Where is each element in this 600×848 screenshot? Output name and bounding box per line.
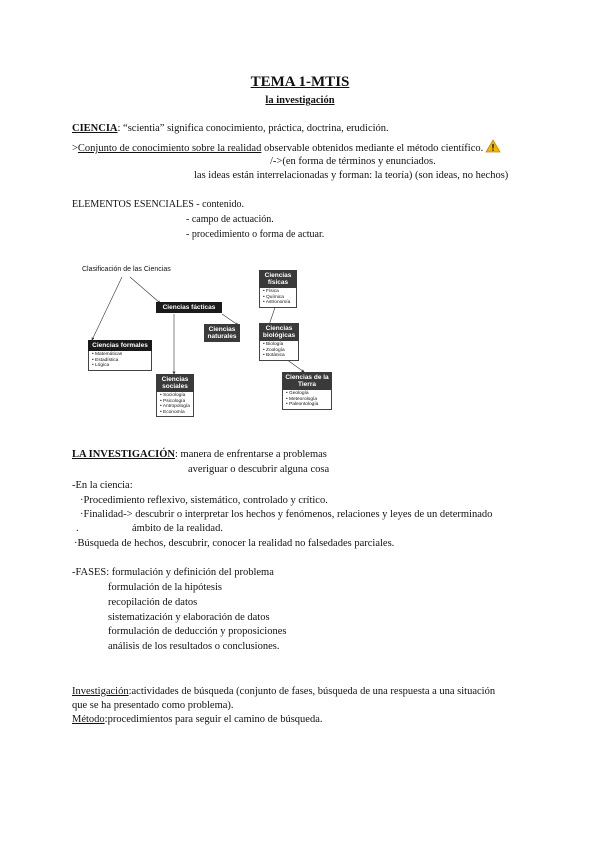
ciencia-label: CIENCIA — [72, 123, 118, 134]
fase-item: formulación de deducción y proposiciones — [108, 626, 287, 637]
metodo-def-line: Método:procedimientos para seguir el camino de búsqueda. — [72, 714, 323, 725]
investigacion-point-cont: ámbito de la realidad. — [132, 523, 223, 534]
investigacion-point: ·Procedimiento reflexivo, sistemático, controlado y crítico. — [80, 495, 328, 506]
page-title: TEMA 1-MTIS — [250, 74, 350, 90]
investigacion-def-line: Investigación:actividades de búsqueda (conjunto de fases, búsqueda de una respuesta a una situación — [72, 686, 496, 697]
fase-item: formulación de la hipótesis — [108, 582, 223, 593]
investigacion-def-line2: que se ha presentado como problema). — [72, 700, 234, 711]
fase-item: recopilación de datos — [108, 597, 198, 608]
investigacion-term: Investigación — [72, 686, 129, 697]
box-facticas: Ciencias fácticas — [156, 302, 222, 313]
elementos-label: ELEMENTOS ESENCIALES - contenido. — [72, 199, 245, 210]
box-fisicas: Ciencias físicas • Física • Química • Astronomía — [259, 270, 297, 308]
investigacion-definition: LA INVESTIGACIÓN: manera de enfrentarse a problemas — [72, 449, 327, 460]
classification-diagram — [82, 262, 342, 422]
fase-item: análisis de los resultados o conclusiones. — [108, 641, 280, 652]
box-tierra: Ciencias de la Tierra • Geología • Meteorología • Paleontología — [282, 372, 332, 410]
investigacion-label: LA INVESTIGACIÓN — [72, 449, 175, 460]
investigacion-point-dot: . — [76, 523, 79, 534]
box-sociales: Ciencias sociales • Sociología • Psicología • Antropología • Economía — [156, 374, 194, 417]
metodo-term: Método — [72, 714, 105, 725]
ciencia-line2: >Conjunto de conocimiento sobre la realidad observable obtenidos mediante el método científico. — [72, 139, 501, 157]
ciencia-definition: CIENCIA: “scientia” significa conocimiento, práctica, doctrina, erudición. — [72, 123, 389, 134]
box-biologicas: Ciencias biológicas • Biología • Zoología • Botánica — [259, 323, 299, 361]
ciencia-line3: /->(en forma de términos y enunciados. — [270, 156, 436, 167]
page-subtitle: la investigación — [265, 95, 335, 106]
diagram-title: Clasificación de las Ciencias — [82, 266, 171, 273]
fases-label: -FASES: formulación y definición del problema — [72, 567, 274, 578]
fase-item: sistematización y elaboración de datos — [108, 612, 270, 623]
elementos-item: - campo de actuación. — [186, 214, 274, 225]
en-ciencia: -En la ciencia: — [72, 480, 133, 491]
elementos-item: - procedimiento o forma de actuar. — [186, 229, 325, 240]
investigacion-def2: averiguar o descubrir alguna cosa — [188, 464, 330, 475]
warning-icon — [485, 139, 501, 157]
investigacion-point: ·Finalidad-> descubrir o interpretar los hechos y fenómenos, relaciones y leyes de un determinado — [80, 509, 493, 520]
ciencia-line4: las ideas están interrelacionadas y forman: la teoría) (son ideas, no hechos) — [194, 170, 509, 181]
investigacion-point: ·Búsqueda de hechos, descubrir, conocer la realidad no falsedades parciales. — [74, 538, 395, 549]
box-naturales: Ciencias naturales — [204, 324, 240, 342]
box-formales: Ciencias formales • Matemáticas • Estadística • Lógica — [88, 340, 152, 371]
